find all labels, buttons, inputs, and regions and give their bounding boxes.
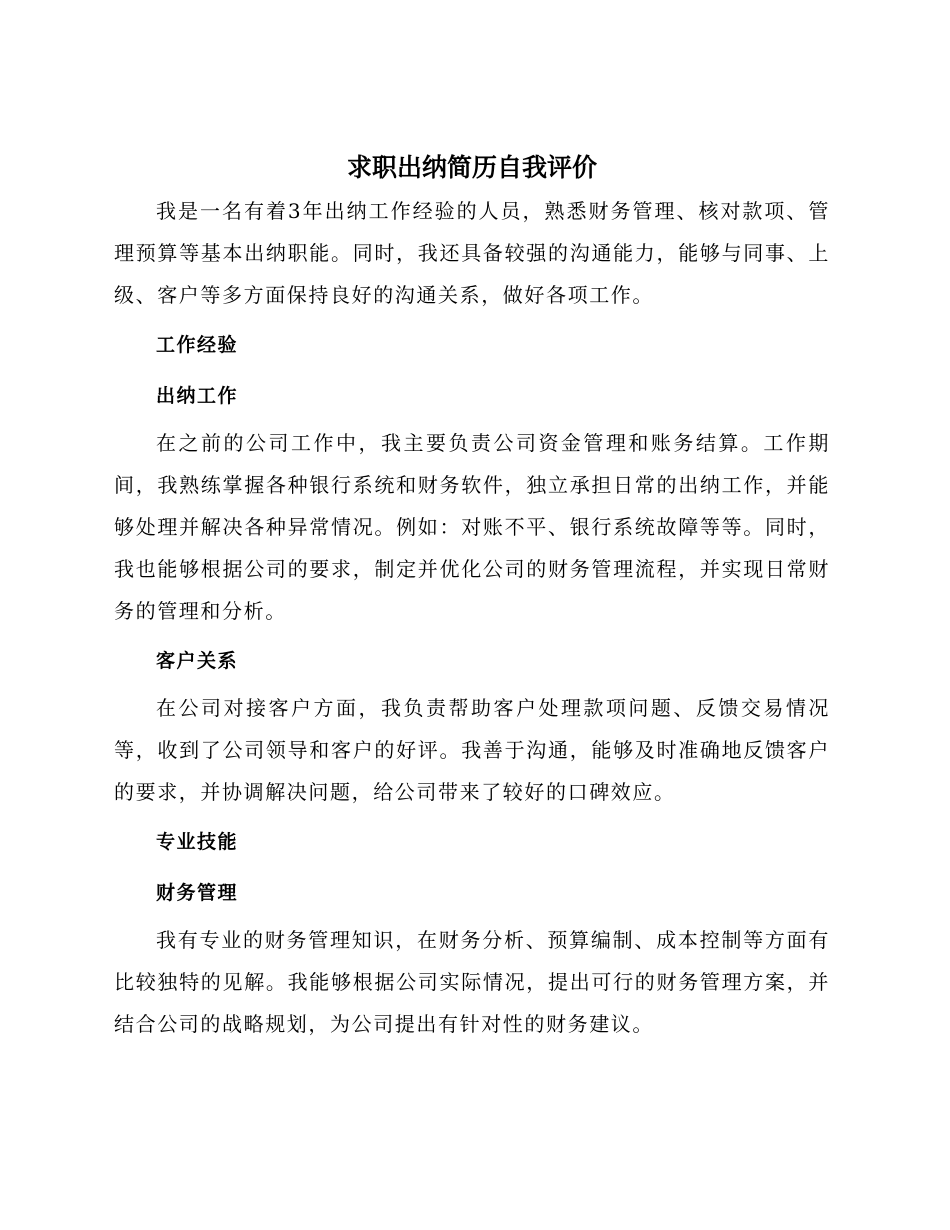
intro-paragraph: 我是一名有着3年出纳工作经验的人员，熟悉财务管理、核对款项、管理预算等基本出纳职能。同时，我还具备较强的沟通能力，能够与同事、上级、客户等多方面保持良好的沟通关系，做好各项工作。 (114, 199, 830, 307)
cashier-work-paragraph: 在之前的公司工作中，我主要负责公司资金管理和账务结算。工作期间，我熟练掌握各种银行系统和财务软件，独立承担日常的出纳工作，并能够处理并解决各种异常情况。例如：对账不平、银行系统故障等等。同时，我也能够根据公司的要求，制定并优化公司的财务管理流程，并实现日常财务的管理和分析。 (114, 431, 830, 623)
subheading-cashier-work: 出纳工作 (156, 385, 239, 407)
document-body (114, 146, 830, 1045)
subheading-financial-management: 财务管理 (156, 882, 239, 904)
financial-management-paragraph: 我有专业的财务管理知识，在财务分析、预算编制、成本控制等方面有比较独特的见解。我能够根据公司实际情况，提出可行的财务管理方案，并结合公司的战略规划，为公司提出有针对性的财务建议。 (114, 928, 830, 1036)
subheading-customer-relations: 客户关系 (156, 650, 239, 672)
section-heading-professional-skills: 专业技能 (156, 831, 239, 853)
document-title: 求职出纳简历自我评价 (346, 153, 597, 182)
customer-relations-paragraph: 在公司对接客户方面，我负责帮助客户处理款项问题、反馈交易情况等，收到了公司领导和客户的好评。我善于沟通，能够及时准确地反馈客户的要求，并协调解决问题，给公司带来了较好的口碑效应。 (114, 696, 830, 804)
section-heading-work-experience: 工作经验 (156, 334, 239, 356)
